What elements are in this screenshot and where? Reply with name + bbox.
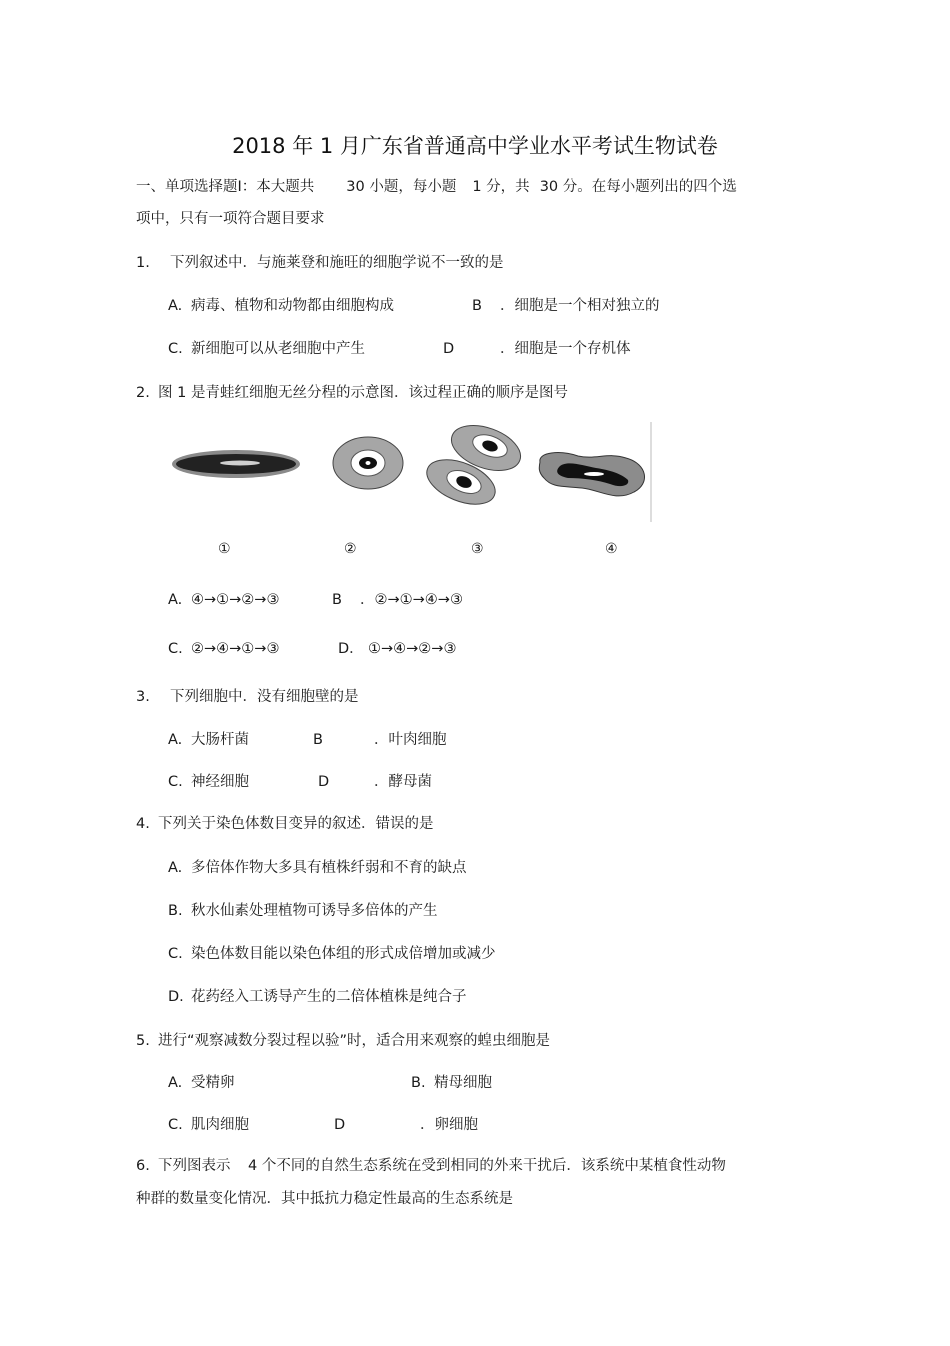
q4-option-a-letter: A.	[168, 860, 183, 876]
section-instructions	[136, 178, 737, 196]
q2-option-a-text: ④→①→②→③	[191, 592, 280, 608]
q2-option-a-letter: A.	[168, 592, 183, 608]
question-5-number: 5.	[136, 1033, 150, 1049]
q2-option-d-text: ①→④→②→③	[368, 641, 457, 657]
section-text-part4: 30 分。在每小题列出的四个选	[539, 179, 737, 195]
figure-label-1: ①	[218, 541, 231, 557]
q2-option-d-letter: D．	[338, 641, 364, 657]
question-2-number: 2.	[136, 385, 150, 401]
cell-4-drawing	[539, 453, 644, 496]
q1-option-c-text: 新细胞可以从老细胞中产生	[191, 341, 365, 357]
q3-option-b-text: ．叶肉细胞	[374, 732, 447, 748]
q1-option-c-letter: C.	[168, 341, 183, 357]
section-text-part3: 1 分，共	[472, 179, 530, 195]
q5-option-d-letter: D	[334, 1117, 346, 1133]
q4-option-b-text: 秋水仙素处理植物可诱导多倍体的产生	[191, 903, 438, 919]
q3-option-b-letter: B	[313, 732, 323, 748]
q4-option-d-text: 花药经入工诱导产生的二倍体植株是纯合子	[191, 989, 467, 1005]
question-6-number: 6.	[136, 1158, 150, 1174]
figure-label-3: ③	[471, 541, 484, 557]
q2-option-c-text: ②→④→①→③	[191, 641, 280, 657]
question-2-stem: 图 1 是青蛙红细胞无丝分程的示意图．该过程正确的顺序是图号	[158, 385, 568, 401]
q4-option-b-letter: B.	[168, 903, 183, 919]
q3-option-c-letter: C.	[168, 774, 183, 790]
cell-1-drawing	[172, 450, 300, 478]
figure-drawing	[168, 422, 652, 522]
q5-option-d-text: ．卵细胞	[420, 1117, 478, 1133]
q1-option-b-letter: B	[472, 298, 482, 314]
q1-option-d-letter: D	[443, 341, 455, 357]
figure-label-2: ②	[344, 541, 357, 557]
q3-option-c-text: 神经细胞	[191, 774, 249, 790]
question-3-number: 3.	[136, 689, 150, 705]
q1-option-a-text: 病毒、植物和动物都由细胞构成	[191, 298, 394, 314]
q4-option-c-letter: C.	[168, 946, 183, 962]
q3-option-a-text: 大肠杆菌	[191, 732, 249, 748]
question-3-stem: 下列细胞中．没有细胞壁的是	[170, 689, 359, 705]
q5-option-c-text: 肌肉细胞	[191, 1117, 249, 1133]
q4-option-c-text: 染色体数目能以染色体组的形式成倍增加或减少	[191, 946, 496, 962]
q3-option-d-text: ．酵母菌	[374, 774, 432, 790]
question-6-stem-part1: 下列图表示	[158, 1158, 231, 1174]
section-text-part1: 一、单项选择题Ⅰ：本大题共	[136, 179, 315, 195]
question-4-stem: 下列关于染色体数目变异的叙述．错误的是	[158, 816, 434, 832]
q2-option-b-text: ．②→①→④→③	[360, 592, 463, 608]
section-instructions-line2: 项中，只有一项符合题目要求	[136, 211, 325, 227]
q5-option-b-text: 精母细胞	[434, 1075, 492, 1091]
q5-option-b-letter: B.	[411, 1075, 426, 1091]
exam-title: 2018 年 1 月广东省普通高中学业水平考试生物试卷	[232, 134, 718, 158]
q4-option-d-letter: D.	[168, 989, 184, 1005]
q1-option-d-text: ．细胞是一个存机体	[500, 341, 631, 357]
cell-2-drawing	[333, 437, 403, 489]
q5-option-a-letter: A.	[168, 1075, 183, 1091]
q1-option-a-letter: A.	[168, 298, 183, 314]
q1-option-b-text: ．细胞是一个相对独立的	[500, 298, 660, 314]
q4-option-a-text: 多倍体作物大多具有植株纤弱和不育的缺点	[191, 860, 467, 876]
q3-option-a-letter: A.	[168, 732, 183, 748]
q5-option-a-text: 受精卵	[191, 1075, 235, 1091]
question-1-stem: 下列叙述中．与施莱登和施旺的细胞学说不一致的是	[170, 255, 504, 271]
question-4-number: 4.	[136, 816, 150, 832]
question-6-stem-part2: 4 个不同的自然生态系统在受到相同的外来干扰后．该系统中某植食性动物	[248, 1158, 726, 1174]
q2-option-b-letter: B	[332, 592, 342, 608]
section-text-part2: 30 小题，每小题	[346, 179, 457, 195]
frog-rbc-division-figure	[168, 422, 652, 522]
figure-label-4: ④	[605, 541, 618, 557]
cell-3-drawing	[421, 422, 527, 513]
q5-option-c-letter: C.	[168, 1117, 183, 1133]
question-5-stem: 进行“观察减数分裂过程以验”时，适合用来观察的蝗虫细胞是	[158, 1033, 551, 1049]
question-1-number: 1.	[136, 255, 150, 271]
q3-option-d-letter: D	[318, 774, 330, 790]
question-6-stem-line2: 种群的数量变化情况．其中抵抗力稳定性最高的生态系统是	[136, 1191, 513, 1207]
q2-option-c-letter: C.	[168, 641, 183, 657]
